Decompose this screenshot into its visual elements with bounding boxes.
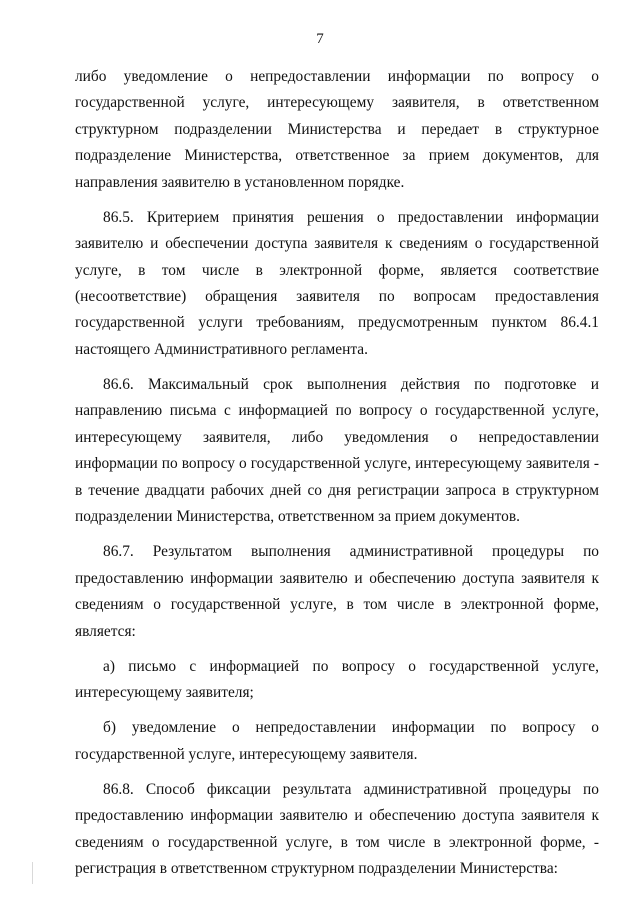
paragraph-86-5: 86.5. Критерием принятия решения о предоставлении информации заявителю и обеспечении доступа заявителя к сведениям о государственной услуге, в том числе в электронной форме, является соответствие (несоответствие) обращения заявителя по вопросам предоставления государственной услуги требованиям, предусмотренным пунктом 86.4.1 настоящего Административного регламента. — [75, 208, 599, 358]
paragraph-86-8: 86.8. Способ фиксации результата административной процедуры по предоставлению информации заявителю и обеспечению доступа заявителя к сведениям о государственной услуге, в том числе в электронной форме, - регистрация в ответственном структурном подразделении Министерства: — [75, 780, 599, 878]
paragraph-86-7: 86.7. Результатом выполнения административной процедуры по предоставлению информации заявителю и обеспечению доступа заявителя к сведениям о государственной услуге, в том числе в электронной форме, является: — [75, 543, 599, 640]
scan-artifact-line — [32, 862, 33, 884]
paragraph-86-6: 86.6. Максимальный срок выполнения действия по подготовке и направлению письма с информацией по вопросу о государственной услуге, интересующему заявителя, либо уведомления о непредоставлении информации по вопросу о государственной услуге, интересующему заявителя - в течение двадцати рабочих дней со дня регистрации запроса в структурном подразделении Министерства, ответственном за прием документов. — [75, 376, 599, 526]
document-body — [75, 64, 599, 891]
list-item-b: б) уведомление о непредоставлении информации по вопросу о государственной услуге, интересующему заявителя. — [75, 719, 599, 763]
paragraph-continuation: либо уведомление о непредоставлении информации по вопросу о государственной услуге, интересующему заявителя, в ответственном структурном подразделении Министерства и передает в структурное подразделение Министерства, ответственное за прием документов, для направления заявителю в установленном порядке. — [75, 68, 599, 191]
page-number: 7 — [316, 31, 324, 47]
list-item-a: а) письмо с информацией по вопросу о государственной услуге, интересующему заявителя; — [75, 657, 599, 702]
